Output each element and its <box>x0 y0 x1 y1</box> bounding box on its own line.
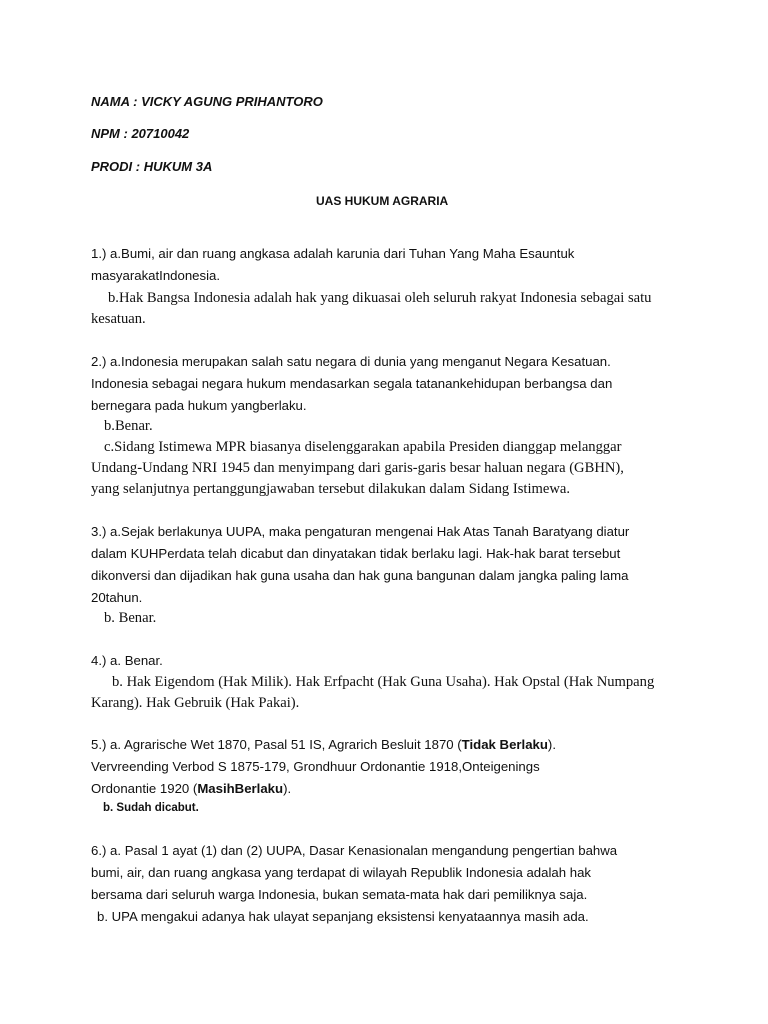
q3-a-line3: dikonversi dan dijadikan hak guna usaha dan hak guna bangunan dalam jangka paling lama <box>91 568 629 583</box>
q4-b-line2: Karang). Hak Gebruik (Hak Pakai). <box>91 695 300 711</box>
q6-a-line3: bersama dari seluruh warga Indonesia, bukan semata-mata hak dari pemiliknya saja. <box>91 887 588 902</box>
q2-a-line2: Indonesia sebagai negara hukum mendasarkan segala tatanankehidupan berbangsa dan <box>91 376 613 391</box>
q3-a-line1: 3.) a.Sejak berlakunya UUPA, maka pengaturan mengenai Hak Atas Tanah Baratyang diatur <box>91 524 630 539</box>
q5-a-line1 <box>91 737 556 752</box>
q3-b: b. Benar. <box>104 610 157 626</box>
header-npm: NPM : 20710042 <box>91 126 190 141</box>
q2-c-line2: Undang-Undang NRI 1945 dan menyimpang dari garis-garis besar haluan negara (GBHN), <box>91 460 624 476</box>
document-title: UAS HUKUM AGRARIA <box>316 194 449 208</box>
q6-a-line2: bumi, air, dan ruang angkasa yang terdapat di wilayah Republik Indonesia adalah hak <box>91 865 591 880</box>
q5-a-line3-text: Ordonantie 1920 ( <box>91 781 198 796</box>
q5-a-line3-end: ). <box>283 781 292 796</box>
q5-a-line1-end: ). <box>547 737 556 752</box>
q1-a-line2: masyarakatIndonesia. <box>91 268 221 283</box>
q2-a-line3: bernegara pada hukum yangberlaku. <box>91 398 307 413</box>
q2-c-line3: yang selanjutnya pertanggungjawaban tersebut dilakukan dalam Sidang Istimewa. <box>91 481 571 497</box>
q5-b: b. Sudah dicabut. <box>103 802 199 814</box>
header-nama: NAMA : VICKY AGUNG PRIHANTORO <box>91 94 323 109</box>
q5-status-tidak-berlaku: Tidak Berlaku <box>461 737 548 752</box>
q3-a-line4: 20tahun. <box>91 590 143 605</box>
q5-a-line3 <box>91 781 291 796</box>
header-prodi: PRODI : HUKUM 3A <box>91 159 213 174</box>
q5-status-masih-berlaku: MasihBerlaku <box>197 781 284 796</box>
q6-a-line1: 6.) a. Pasal 1 ayat (1) dan (2) UUPA, Dasar Kenasionalan mengandung pengertian bahwa <box>91 843 618 858</box>
q2-a-line1: 2.) a.Indonesia merupakan salah satu negara di dunia yang menganut Negara Kesatuan. <box>91 354 611 369</box>
q1-b-line2: kesatuan. <box>91 311 146 327</box>
q6-b: b. UPA mengakui adanya hak ulayat sepanjang eksistensi kenyataannya masih ada. <box>97 909 589 924</box>
q1-b-line1: b.Hak Bangsa Indonesia adalah hak yang dikuasai oleh seluruh rakyat Indonesia sebagai satu <box>108 290 652 306</box>
q1-a-line1: 1.) a.Bumi, air dan ruang angkasa adalah karunia dari Tuhan Yang Maha Esauntuk <box>91 246 575 261</box>
q5-a-line1-text: 5.) a. Agrarische Wet 1870, Pasal 51 IS, Agrarich Besluit 1870 ( <box>91 737 462 752</box>
q4-b-line1: b. Hak Eigendom (Hak Milik). Hak Erfpacht (Hak Guna Usaha). Hak Opstal (Hak Numpang <box>112 674 655 690</box>
q2-b: b.Benar. <box>104 418 153 434</box>
q5-a-line2: Vervreending Verbod S 1875-179, Grondhuur Ordonantie 1918,Onteigenings <box>91 759 540 774</box>
q3-a-line2: dalam KUHPerdata telah dicabut dan dinyatakan tidak berlaku lagi. Hak-hak barat tersebut <box>91 546 621 561</box>
q2-c-line1: c.Sidang Istimewa MPR biasanya diselenggarakan apabila Presiden dianggap melanggar <box>104 439 622 455</box>
q4-a: 4.) a. Benar. <box>91 653 163 668</box>
